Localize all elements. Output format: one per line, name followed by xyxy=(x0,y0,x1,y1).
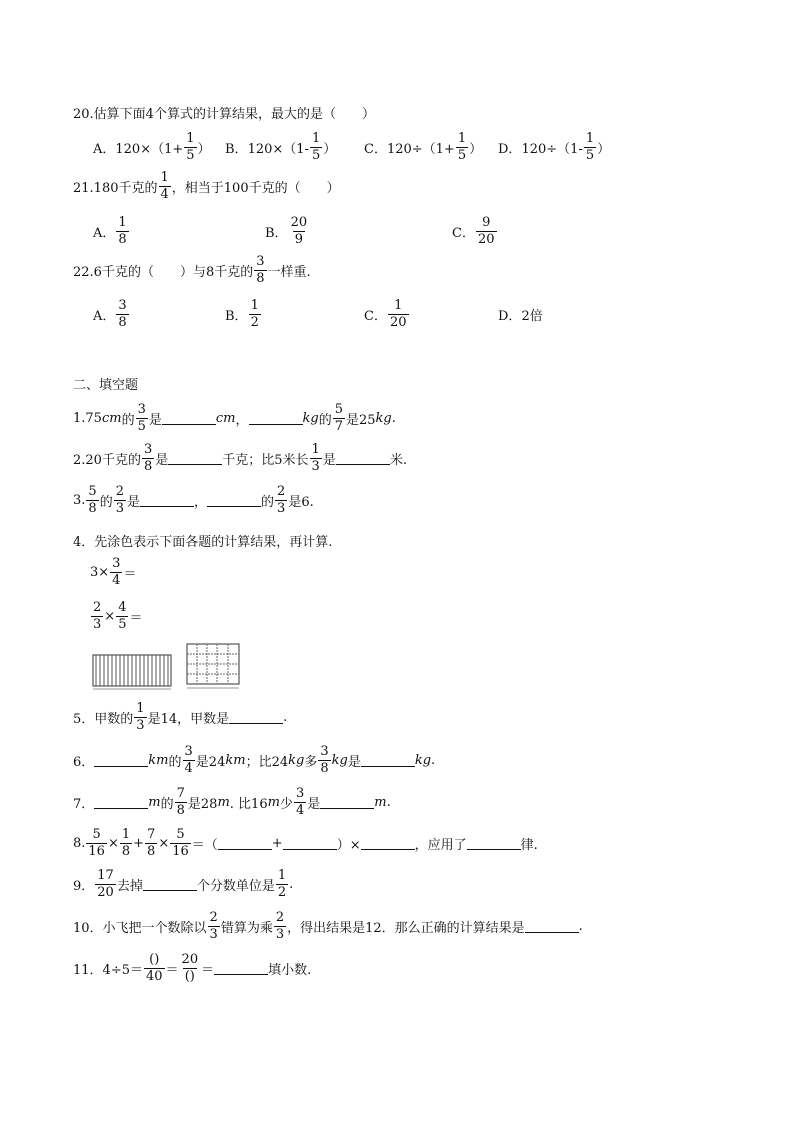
answer-blank[interactable] xyxy=(140,494,194,507)
fraction-numerator: 3 xyxy=(143,441,153,457)
fraction-denominator: 8 xyxy=(118,314,127,330)
fraction-numerator: 1 xyxy=(277,867,287,883)
text-segment: m xyxy=(148,794,161,810)
answer-blank[interactable] xyxy=(162,412,216,425)
fraction-denominator: 3 xyxy=(136,717,145,733)
fraction-numerator: 5 xyxy=(334,401,343,417)
fraction xyxy=(294,787,306,817)
answer-blank[interactable] xyxy=(320,796,374,809)
fraction-numerator: 20 xyxy=(181,951,199,967)
fill-question-6 xyxy=(73,740,435,780)
text-segment: ， xyxy=(194,494,208,510)
text-segment: 的 xyxy=(99,494,113,510)
fraction-denominator: 8 xyxy=(147,843,156,859)
text-segment: . xyxy=(431,752,436,768)
text-segment: cm xyxy=(215,410,236,426)
text-segment: B． xyxy=(225,141,248,157)
fraction xyxy=(144,953,165,983)
q22-option-a[interactable] xyxy=(93,294,130,334)
text-segment: 的 xyxy=(160,796,174,812)
fraction-denominator: 9 xyxy=(294,231,303,247)
text-segment: 千克；比5米长 xyxy=(222,452,309,468)
fraction-denominator: 3 xyxy=(93,616,102,632)
fraction xyxy=(114,485,126,515)
text-segment: ）× xyxy=(336,837,361,853)
fill-question-2 xyxy=(73,438,407,478)
fraction-denominator: 16 xyxy=(88,843,105,859)
text-segment: kg xyxy=(414,752,432,768)
text-segment: 是 xyxy=(307,796,321,812)
fraction-denominator: 8 xyxy=(256,270,265,286)
text-segment: 22.6千克的（ ）与8千克的 xyxy=(73,264,254,280)
fraction-denominator: 3 xyxy=(209,926,218,942)
fraction xyxy=(254,255,266,285)
fraction xyxy=(249,299,261,329)
text-segment: C． xyxy=(364,308,387,324)
fraction-denominator: 40 xyxy=(145,968,163,984)
text-segment: . xyxy=(289,876,294,892)
text-segment: 3. xyxy=(73,492,86,508)
text-segment: ，得出结果是12．那么正确的计算结果是 xyxy=(287,920,525,936)
fraction-numerator: 1 xyxy=(186,130,195,146)
q21-option-c[interactable] xyxy=(452,211,498,251)
text-segment: 个分数单位是 xyxy=(196,878,275,894)
text-segment: 21.180千克的 xyxy=(73,180,158,196)
fraction-denominator: 5 xyxy=(585,147,595,163)
fraction xyxy=(145,828,157,858)
text-segment: 多 xyxy=(304,754,318,770)
fraction-numerator: 7 xyxy=(147,826,156,842)
text-segment: ） xyxy=(597,141,611,157)
striped-rectangles-figure xyxy=(92,653,172,691)
fraction xyxy=(95,869,116,899)
text-segment: km xyxy=(225,752,246,768)
text-segment: . xyxy=(283,709,288,725)
text-segment: ＝ xyxy=(129,610,143,626)
text-segment: . xyxy=(391,410,396,426)
expression-1 xyxy=(90,552,136,592)
fraction xyxy=(310,132,322,162)
fraction-denominator: 16 xyxy=(172,843,189,859)
text-segment: 是 xyxy=(155,452,169,468)
text-segment: m xyxy=(374,794,387,810)
q22-stem xyxy=(73,250,311,290)
fraction xyxy=(184,132,196,162)
q22-option-d[interactable] xyxy=(498,294,543,334)
fraction-denominator: 7 xyxy=(334,418,343,434)
fraction-numerator: 20 xyxy=(290,214,308,230)
text-segment: 错算为乘 xyxy=(220,920,273,936)
text-segment: + xyxy=(133,835,145,851)
fraction xyxy=(333,403,345,433)
text-segment: ＝（ xyxy=(191,837,218,853)
fraction xyxy=(388,299,409,329)
text-segment: 是 xyxy=(347,754,361,770)
text-segment: 是25 xyxy=(346,412,376,428)
fraction-denominator: 8 xyxy=(143,458,153,474)
answer-blank[interactable] xyxy=(361,837,415,850)
text-segment: × xyxy=(107,835,119,851)
text-segment: 少 xyxy=(279,796,293,812)
text-segment: C． xyxy=(364,141,387,157)
text-segment: kg xyxy=(302,410,319,426)
fraction-denominator: 20 xyxy=(97,884,114,900)
text-segment: ，相当于100千克的（ ） xyxy=(171,180,340,196)
text-segment: A． xyxy=(93,308,116,324)
text-segment: 120×（1+ xyxy=(115,141,184,157)
q20-option-c[interactable] xyxy=(364,127,482,167)
text-segment: 的 xyxy=(261,494,275,510)
text-segment: 1.75 xyxy=(73,410,102,426)
fraction-numerator: 3 xyxy=(256,253,265,269)
fraction-denominator: 5 xyxy=(457,147,467,163)
answer-blank[interactable] xyxy=(249,412,303,425)
fraction-denominator: 3 xyxy=(115,500,124,516)
fraction-denominator: 3 xyxy=(311,458,320,474)
expression-2 xyxy=(90,596,142,636)
fraction xyxy=(274,911,286,941)
fill-question-5 xyxy=(73,697,287,737)
fraction-numerator: 5 xyxy=(88,483,97,499)
fraction xyxy=(208,911,220,941)
answer-blank[interactable] xyxy=(207,494,261,507)
text-segment: km xyxy=(148,752,169,768)
fraction-numerator: 3 xyxy=(137,401,146,417)
fraction xyxy=(584,132,596,162)
fraction-denominator: 4 xyxy=(112,572,121,588)
fraction-denominator: 4 xyxy=(160,186,169,202)
fraction xyxy=(476,216,497,246)
text-segment: kg xyxy=(288,752,305,768)
fraction xyxy=(180,953,201,983)
text-segment: 是28 xyxy=(187,796,218,812)
answer-blank[interactable] xyxy=(143,878,197,891)
text-segment: 的 xyxy=(318,412,332,428)
answer-blank[interactable] xyxy=(229,711,283,724)
text-segment: ） xyxy=(323,141,337,157)
answer-blank[interactable] xyxy=(283,837,337,850)
text-segment: 的 xyxy=(168,754,182,770)
fraction-denominator: 5 xyxy=(186,147,195,163)
fraction-numerator: 2 xyxy=(209,909,218,925)
answer-blank[interactable] xyxy=(525,920,579,933)
text-segment: A． xyxy=(93,225,116,241)
answer-blank[interactable] xyxy=(94,754,148,767)
text-segment: ） xyxy=(197,141,211,157)
text-segment: 120×（1- xyxy=(247,141,309,157)
fraction-denominator: () xyxy=(184,968,195,984)
fill-question-9 xyxy=(73,864,293,904)
fraction-denominator: 4 xyxy=(184,760,193,776)
text-segment: m xyxy=(267,794,280,810)
fraction-numerator: 9 xyxy=(482,214,491,230)
fraction-denominator: 5 xyxy=(137,418,146,434)
text-segment: + xyxy=(271,835,283,851)
fraction xyxy=(175,787,187,817)
text-segment: 2倍 xyxy=(521,308,543,324)
fraction-numerator: 2 xyxy=(277,483,286,499)
text-segment: m xyxy=(217,794,230,810)
fraction-numerator: 5 xyxy=(92,826,101,842)
text-segment: 是6. xyxy=(288,494,314,510)
q21-option-b[interactable] xyxy=(265,211,310,251)
text-segment: 是 xyxy=(322,452,336,468)
text-segment: 6． xyxy=(73,754,95,770)
fraction-numerator: 3 xyxy=(295,785,305,801)
text-segment: ＝ xyxy=(123,566,137,582)
text-segment: D． xyxy=(498,308,522,324)
fraction-numerator: 3 xyxy=(118,297,127,313)
fraction-numerator: 1 xyxy=(585,130,595,146)
answer-blank[interactable] xyxy=(214,962,268,975)
text-segment: . xyxy=(578,918,583,934)
fraction-numerator: 1 xyxy=(118,214,127,230)
fraction-numerator: 3 xyxy=(184,743,193,759)
text-segment: 5．甲数的 xyxy=(73,711,134,727)
grid-rectangle-figure xyxy=(184,643,240,691)
text-segment: cm xyxy=(101,410,122,426)
text-segment: 2.20千克的 xyxy=(73,452,141,468)
text-segment: ， xyxy=(235,412,249,428)
fraction-numerator: 1 xyxy=(311,130,321,146)
answer-blank[interactable] xyxy=(94,796,148,809)
fraction xyxy=(86,828,107,858)
fill-question-8 xyxy=(73,823,538,863)
fraction xyxy=(110,557,122,587)
text-segment: 是 xyxy=(126,494,140,510)
fraction xyxy=(136,403,148,433)
q22-option-b[interactable] xyxy=(225,294,262,334)
answer-blank[interactable] xyxy=(361,754,415,767)
text-segment: . xyxy=(386,794,391,810)
text-segment: 米. xyxy=(389,452,407,468)
fraction xyxy=(275,485,287,515)
fraction-denominator: 2 xyxy=(250,314,259,330)
fraction-numerator: 3 xyxy=(112,555,121,571)
fraction xyxy=(456,132,468,162)
fraction-numerator: 2 xyxy=(115,483,124,499)
fraction xyxy=(116,601,128,631)
fraction-denominator: 20 xyxy=(389,314,407,330)
fraction-numerator: 2 xyxy=(93,599,102,615)
text-segment: . 比16 xyxy=(229,796,268,812)
fraction-numerator: 1 xyxy=(121,826,131,842)
fraction-denominator: 5 xyxy=(311,147,321,163)
fraction-numerator: 1 xyxy=(136,700,145,716)
text-segment: 9． xyxy=(73,878,95,894)
text-segment: ） xyxy=(469,141,483,157)
fraction-numerator: 17 xyxy=(97,867,114,883)
fill-question-1 xyxy=(73,398,396,438)
fraction-denominator: 20 xyxy=(477,231,495,247)
text-segment: 去掉 xyxy=(116,878,143,894)
q20-option-b[interactable] xyxy=(225,127,336,167)
fill-question-3 xyxy=(73,480,314,520)
q20-stem xyxy=(73,92,375,132)
fraction-denominator: 8 xyxy=(88,500,97,516)
fill-question-7 xyxy=(73,782,391,822)
answer-blank[interactable] xyxy=(336,452,390,465)
text-segment: 11．4÷5＝ xyxy=(73,962,143,978)
text-segment: 120÷（1+ xyxy=(386,141,455,157)
text-segment: 是 xyxy=(148,412,162,428)
q21-option-a[interactable] xyxy=(93,211,130,251)
text-segment: 填小数. xyxy=(268,962,312,978)
answer-blank[interactable] xyxy=(467,837,521,850)
fraction xyxy=(91,601,103,631)
fraction xyxy=(159,171,171,201)
text-segment: 4．先涂色表示下面各题的计算结果，再计算. xyxy=(73,534,333,550)
text-segment: 是14，甲数是 xyxy=(147,711,230,727)
fraction xyxy=(134,702,146,732)
fraction xyxy=(310,443,322,473)
answer-blank[interactable] xyxy=(168,452,222,465)
fraction-numerator: 1 xyxy=(394,297,403,313)
q22-option-c[interactable] xyxy=(364,294,410,334)
fraction-numerator: 3 xyxy=(320,743,329,759)
text-segment: B． xyxy=(265,225,288,241)
fraction-numerator: 1 xyxy=(457,130,467,146)
q20-option-a[interactable] xyxy=(93,127,211,167)
fraction-numerator: () xyxy=(149,951,160,967)
text-segment: 律. xyxy=(520,837,538,853)
fraction-numerator: 4 xyxy=(118,599,127,615)
fraction-denominator: 4 xyxy=(295,802,305,818)
text-segment: ，应用了 xyxy=(414,837,467,853)
q20-option-d[interactable] xyxy=(498,127,610,167)
text-segment: kg xyxy=(375,410,392,426)
fraction xyxy=(183,745,195,775)
text-segment: B． xyxy=(225,308,248,324)
text-segment: kg xyxy=(331,752,348,768)
text-segment: 一样重. xyxy=(267,264,311,280)
fraction xyxy=(116,216,128,246)
fraction-numerator: 1 xyxy=(160,169,169,185)
text-segment: 8. xyxy=(73,835,86,851)
text-segment: 是24 xyxy=(195,754,226,770)
fraction xyxy=(170,828,191,858)
fraction xyxy=(116,299,128,329)
text-segment: 120÷（1- xyxy=(521,141,583,157)
fraction xyxy=(120,828,132,858)
text-segment: D． xyxy=(498,141,522,157)
text-segment: 7． xyxy=(73,796,95,812)
text-segment: ＝ xyxy=(165,962,179,978)
section-title xyxy=(73,363,138,403)
fraction-denominator: 8 xyxy=(121,843,131,859)
q21-stem xyxy=(73,166,340,206)
text-segment: 3× xyxy=(90,564,110,580)
text-segment: × xyxy=(158,835,170,851)
fill-question-11 xyxy=(73,948,311,988)
answer-blank[interactable] xyxy=(218,837,272,850)
fraction xyxy=(289,216,310,246)
fill-question-10 xyxy=(73,906,583,946)
text-segment: ＝ xyxy=(201,962,215,978)
fraction-denominator: 8 xyxy=(320,760,329,776)
fraction-numerator: 5 xyxy=(176,826,185,842)
text-segment: 的 xyxy=(121,412,135,428)
fraction-numerator: 1 xyxy=(250,297,259,313)
fraction-denominator: 8 xyxy=(176,802,185,818)
fraction-denominator: 3 xyxy=(275,926,285,942)
text-segment: ；比24 xyxy=(245,754,289,770)
text-segment: × xyxy=(104,608,116,624)
fraction-denominator: 8 xyxy=(118,231,127,247)
fraction-numerator: 7 xyxy=(176,785,185,801)
fraction-numerator: 1 xyxy=(311,441,320,457)
fraction-numerator: 2 xyxy=(275,909,285,925)
text-segment: 10．小飞把一个数除以 xyxy=(73,920,207,936)
text-segment: 二、填空题 xyxy=(73,377,139,393)
text-segment: C． xyxy=(452,225,475,241)
fraction xyxy=(318,745,330,775)
text-segment: A． xyxy=(93,141,116,157)
fraction-denominator: 2 xyxy=(277,884,287,900)
fraction xyxy=(276,869,288,899)
fraction-denominator: 5 xyxy=(118,616,127,632)
text-segment: 20.估算下面4个算式的计算结果，最大的是（ ） xyxy=(73,106,375,122)
fraction-denominator: 3 xyxy=(277,500,286,516)
fraction xyxy=(142,443,154,473)
fraction xyxy=(86,485,98,515)
